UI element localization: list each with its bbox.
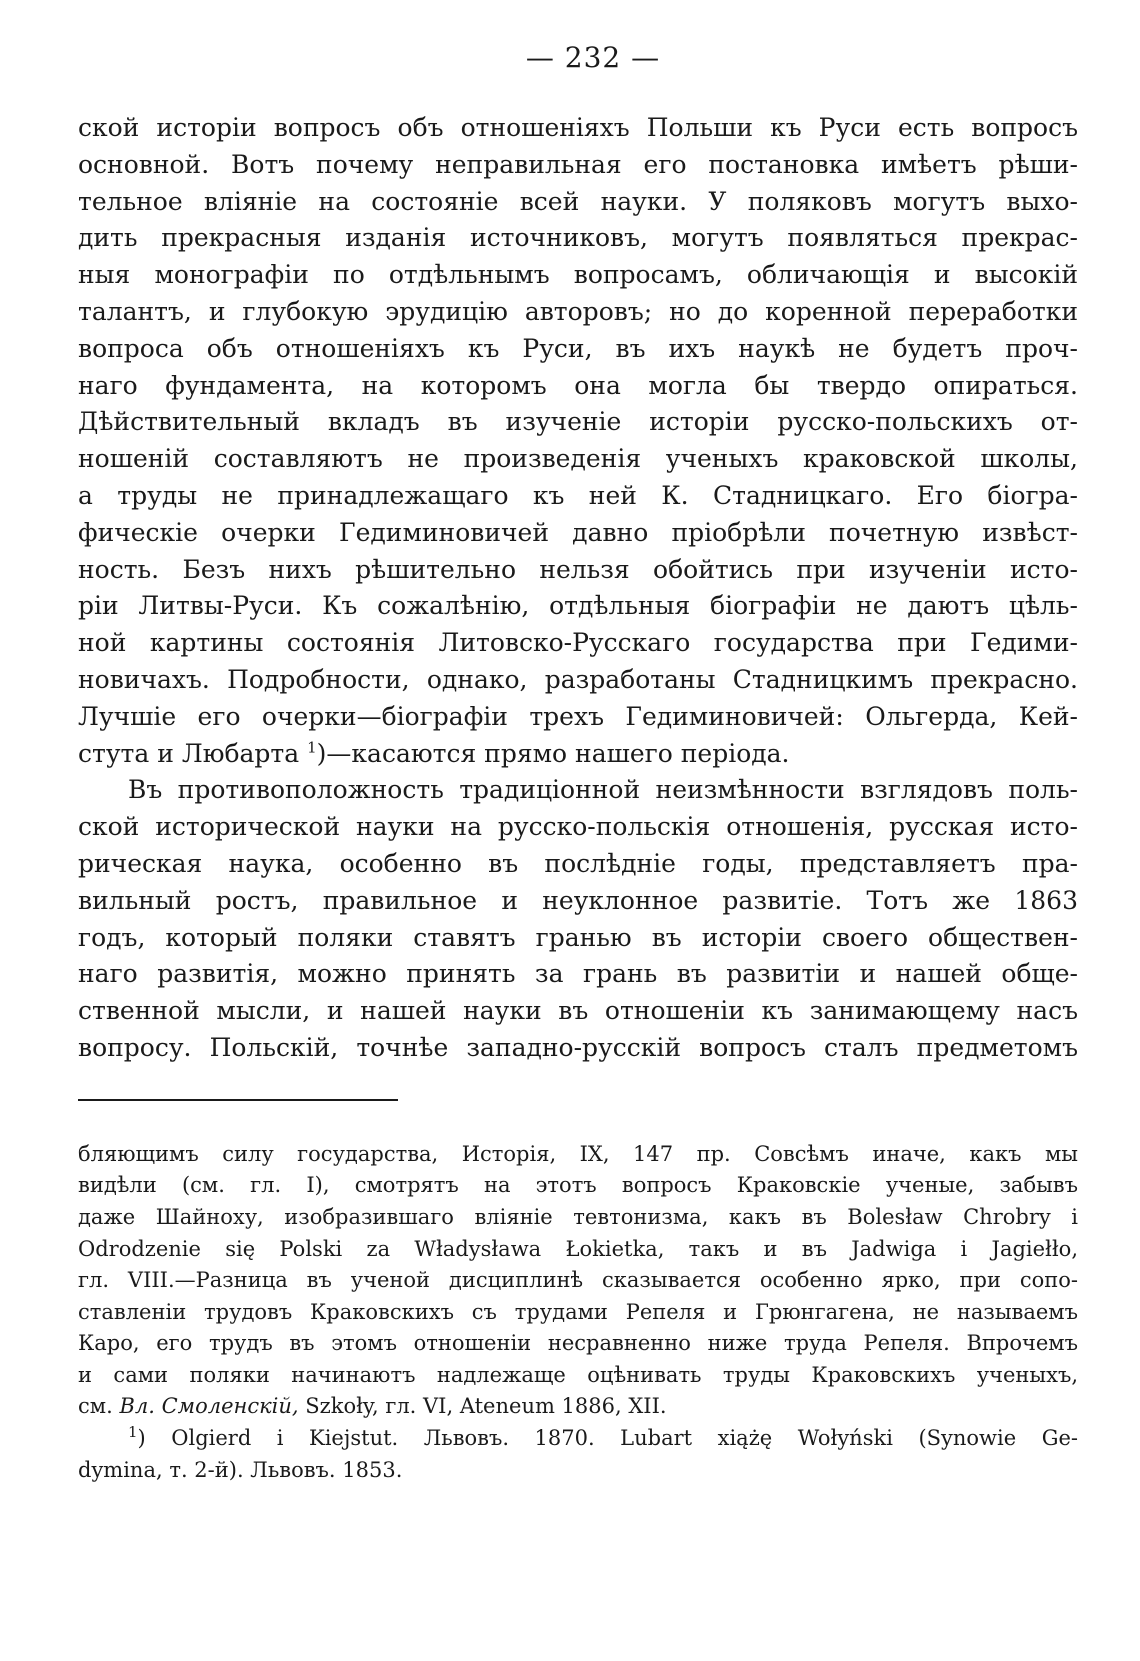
text-line: рическая наука, особенно въ послѣдніе годы, представляетъ пра- [78,848,1078,878]
text-line: ской исторической науки на русско-польскія отношенія, русская исто- [78,812,1078,842]
main-text [78,110,1078,1067]
text-line: основной. Вотъ почему неправильная его постановка имѣетъ рѣши- [78,149,1078,179]
footnote-line: Каро, его трудъ въ этомъ отношеніи несравненно ниже труда Репеля. Впрочемъ [78,1331,1078,1356]
footnote-line: ставленіи трудовъ Краковскихъ съ трудами Репеля и Грюнгагена, не называемъ [78,1299,1078,1324]
text-line: годъ, который поляки ставятъ гранью въ исторіи своего обществен- [78,922,1078,952]
footnote-line [78,1391,1078,1423]
text-line: талантъ, и глубокую эрудицію авторовъ; но до коренной переработки [78,296,1078,326]
text-fragment: стута и Любарта [78,738,308,768]
text-fragment: Szkoły, гл. VI, Ateneum 1886, XII. [298,1394,667,1419]
text-line: ской исторіи вопросъ объ отношеніяхъ Польши къ Руси есть вопросъ [78,113,1078,142]
footnote-1 [78,1423,1078,1455]
text-line: фическіе очерки Гедиминовичей давно пріобрѣли почетную извѣст- [78,517,1078,547]
book-page [78,40,1078,1486]
text-line: Дѣйствительный вкладъ въ изученіе исторіи русско-польскихъ от- [78,407,1078,437]
text-line: ныя монографіи по отдѣльнымъ вопросамъ, обличающія и высокій [78,260,1078,290]
text-line: тельное вліяніе на состояніе всей науки. У поляковъ могутъ выхо- [78,186,1078,216]
text-fragment: )—касаются прямо нашего періода. [316,738,790,768]
text-line: ношеній составляютъ не произведенія ученыхъ краковской школы, [78,444,1078,474]
page-number: — 232 — [525,41,661,74]
footnote-line: видѣли (см. гл. I), смотрятъ на этотъ вопросъ Краковскіе ученые, забывъ [78,1173,1078,1198]
footnote-line: Odrodzenie się Polski za Władysława Łokietka, такъ и въ Jadwiga i Jagiełło, [78,1236,1078,1261]
footnote-marker: 1 [128,1423,138,1442]
paragraph-first-line: Въ противоположность традиціонной неизмѣнности взглядовъ поль- [128,775,1078,805]
text-fragment: см. [78,1394,120,1419]
footnote-line: и сами поляки начинаютъ надлежаще оцѣнивать труды Краковскихъ ученыхъ, [78,1362,1078,1387]
text-line: новичахъ. Подробности, однако, разработаны Стадницкимъ прекрасно. [78,664,1078,694]
text-line: дить прекрасныя изданія источниковъ, могутъ появляться прекрас- [78,223,1078,253]
footnote-ref-1: 1 [307,738,317,757]
text-line: наго развитія, можно принять за грань въ развитіи и нашей обще- [78,959,1078,989]
text-line: ной картины состоянія Литовско-Русскаго государства при Гедими- [78,628,1078,658]
text-line: ственной мысли, и нашей науки въ отношеніи къ занимающему насъ [78,996,1078,1026]
footnote-line: гл. VIII.—Разница въ ученой дисциплинѣ сказывается особенно ярко, при сопо- [78,1268,1078,1293]
footnote-line: dymina, т. 2-й). Львовъ. 1853. [78,1457,403,1482]
text-fragment: ) Olgierd i Kiejstut. Львовъ. 1870. Lubart xiążę Wołyński (Synowie Ge- [137,1426,1078,1451]
text-line: а труды не принадлежащаго къ ней К. Стадницкаго. Его біогра- [78,480,1078,510]
text-line: наго фундамента, на которомъ она могла бы твердо опираться. [78,370,1078,400]
text-line: ріи Литвы-Руси. Къ сожалѣнію, отдѣльныя біографіи не даютъ цѣль- [78,591,1078,621]
footnotes [78,1139,1078,1487]
text-line: вопросу. Польскій, точнѣе западно-русскій вопросъ сталъ предметомъ [78,1032,1078,1062]
text-line: вильный ростъ, правильное и неуклонное развитіе. Тотъ же 1863 [78,885,1078,915]
text-line: Лучшіе его очерки—біографіи трехъ Гедиминовичей: Ольгерда, Кей- [78,701,1078,731]
footnote-line: даже Шайноху, изобразившаго вліяніе тевтонизма, какъ въ Bolesław Chrobry i [78,1204,1078,1229]
footnote-line: бляющимъ силу государства, Исторія, IX, 147 пр. Совсѣмъ иначе, какъ мы [78,1141,1078,1166]
footnote-divider [78,1099,398,1101]
text-line: ность. Безъ нихъ рѣшительно нельзя обойтись при изученіи исто- [78,554,1078,584]
cited-author: Вл. Смоленскій, [119,1394,299,1419]
text-line: вопроса объ отношеніяхъ къ Руси, въ ихъ наукѣ не будетъ проч- [78,333,1078,363]
text-line-with-footnote-ref [78,736,1078,773]
